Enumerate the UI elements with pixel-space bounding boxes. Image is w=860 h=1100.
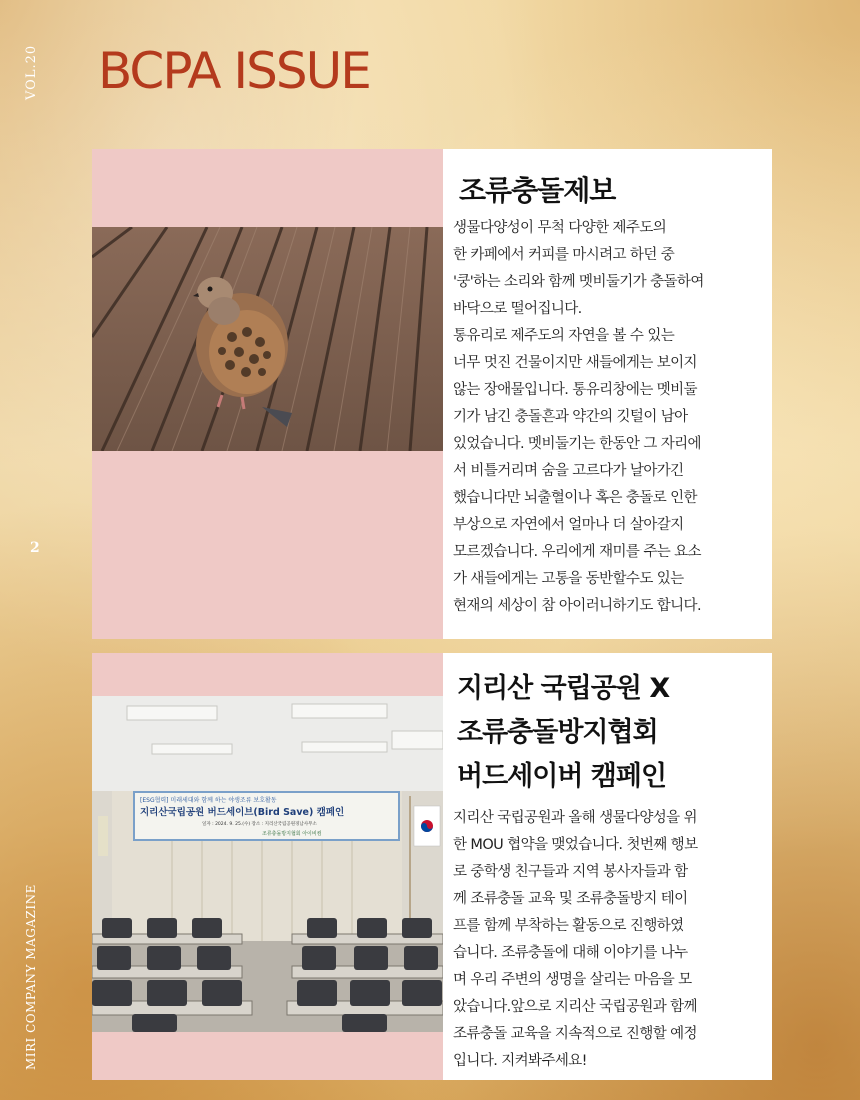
page-number: 2 <box>30 540 40 556</box>
photo-panel <box>92 653 443 1080</box>
text-panel <box>443 149 772 639</box>
section-title: BCPA ISSUE <box>98 42 370 100</box>
magazine-name: MIRI COMPANY MAGAZINE <box>24 884 38 1070</box>
heading-line: 지리산 국립공원 X <box>457 673 670 704</box>
banner-line-1: [ESG협력] 미래세대와 함께 하는 야생조류 보호활동 <box>140 797 277 804</box>
article-heading: 조류충돌제보 <box>459 174 616 207</box>
article-jirisan-campaign <box>92 653 772 1080</box>
banner-line-3: 일자 : 2024. 9. 25.(수) 장소 : 지리산국립공원경남사무소 <box>202 822 317 827</box>
article-heading <box>457 667 766 799</box>
photo-panel <box>92 149 443 639</box>
article-body: 지리산 국립공원과 올해 생물다양성을 위 한 MOU 협약을 맺었습니다. 첫번째 행보 로 중학생 친구들과 지역 봉사자들과 함 께 조류충돌 교육 및 조류충돌방지 테이 프를 함께 부착하는 활동으로 진행하였 습니다. 조류충돌에 대해 이야기를 나누 며 우리 주변의 생명을 살리는 마음을 모 았습니다.앞으로 지리산 국립공원과 함께 조류충돌 교육을 지속적으로 진행할 예정 입니다. 지켜봐주세요! <box>453 810 698 1069</box>
conference-room-photo <box>92 696 443 1032</box>
text-panel <box>443 653 772 1080</box>
pigeon-on-deck-photo <box>92 227 443 451</box>
heading-line: 조류충돌방지협회 <box>457 717 658 748</box>
article-bird-collision-report <box>92 149 772 639</box>
volume-label: VOL.20 <box>24 44 39 100</box>
banner-logos: 조류충돌방지협회 아이비컴 <box>262 831 322 837</box>
article-body: 생물다양성이 무척 다양한 제주도의 한 카페에서 커피를 마시려고 하던 중 '쿵'하는 소리와 함께 멧비둘기가 충돌하여 바닥으로 떨어집니다. 통유리로 제주도의 자연을 볼 수 있는 너무 멋진 건물이지만 새들에게는 보이지 않는 장애물입니다. 통유리창에는 멧비둘 기가 남긴 충돌흔과 약간의 깃털이 남아 있었습니다. 멧비둘기는 한동안 그 자리에 서 비틀거리며 숨을 고르다가 날아가긴 했습니다만 뇌출혈이나 혹은 충돌로 인한 부상으로 자연에서 얼마나 더 살아갈지 모르겠습니다. 우리에게 재미를 주는 요소 가 새들에게는 고통을 동반할수도 있는 현재의 세상이 참 아이러니하기도 합니다. <box>453 220 704 614</box>
banner-line-2: 지리산국립공원 버드세이브(Bird Save) 캠페인 <box>140 807 345 818</box>
heading-line: 버드세이버 캠페인 <box>457 761 667 792</box>
